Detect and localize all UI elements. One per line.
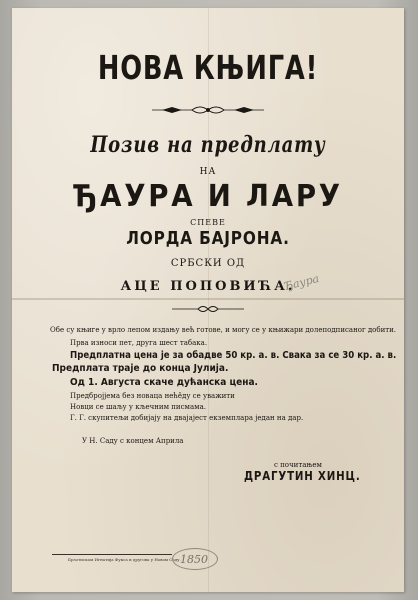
author-name: ЛОРДА БАЈРОНА.: [126, 228, 290, 249]
ornament-divider-icon: [152, 103, 264, 117]
pencil-annotation: Ђаура: [282, 271, 321, 294]
translated-by-label: СРБСКИ ОД: [170, 258, 246, 269]
translator-name: АЦЕ ПОПОВИЋА.: [120, 279, 296, 294]
signature-name: ДРАГУТИН ХИНЦ.: [244, 469, 361, 483]
signature-intro: с почитањем: [274, 461, 322, 469]
small-ornament-icon: [172, 304, 244, 314]
body-line-7: Новци се шаљу у кљечним писмама.: [70, 403, 206, 411]
invitation-line: Позив на предплату: [90, 132, 326, 158]
headline: НОВА КЊИГА!: [97, 48, 319, 87]
body-line-1: Обе су књиге у врло лепом издању већ готове, и могу се у књижари долеподписаног добити.: [50, 326, 397, 334]
place-date: У Н. Саду с концем Априла: [82, 437, 184, 445]
work-title: ЂАУРА И ЛАРУ: [73, 179, 343, 214]
poster-sheet: [12, 8, 404, 592]
footer-rule: [52, 554, 172, 555]
body-line-4: Предплата траје до конца Јулија.: [52, 363, 229, 374]
preposition-on: НА: [199, 167, 217, 177]
printer-imprint: Брзотиском Игнатија Фукса и другова у Новом Саду.: [68, 557, 181, 562]
body-line-3: Предплатна цена је за обадве 50 кр. а. в. Свака за се 30 кр. а. в.: [70, 350, 397, 361]
composed-by-label: СПЕВЕ: [190, 218, 226, 227]
archive-number: 1850: [180, 553, 208, 566]
body-line-8: Г. Г. скупитељи добијају на двајајест екземплара један на дар.: [70, 414, 304, 422]
vertical-fold-crease: [208, 8, 209, 592]
body-line-2: Прва износи пет, друга шест табака.: [70, 339, 208, 347]
body-line-6: Предброjјема без новаца неће̂ду се уважити: [70, 392, 235, 400]
body-line-5: Од 1. Августа скаче дућанска цена.: [70, 377, 258, 388]
